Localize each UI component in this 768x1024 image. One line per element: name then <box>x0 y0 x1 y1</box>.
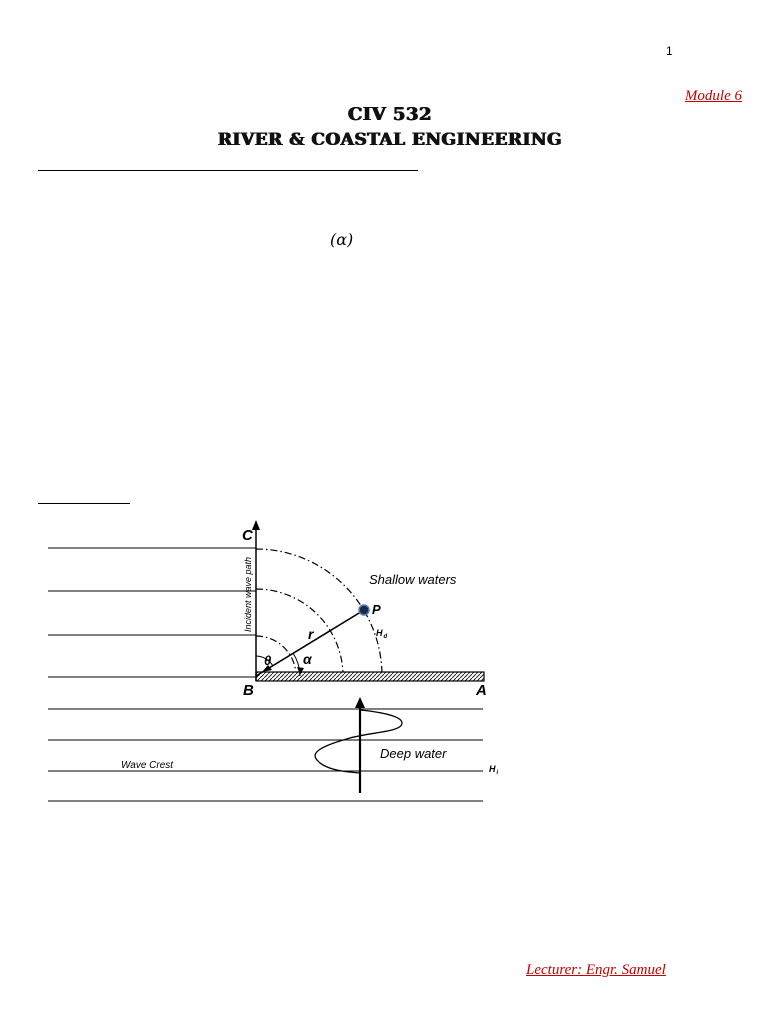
label-p: P <box>372 602 381 617</box>
course-title: RIVER & COASTAL ENGINEERING <box>217 130 563 150</box>
figure-heading-rule <box>38 503 130 504</box>
wave-diffraction-diagram <box>0 510 560 810</box>
label-hi: $H_i$ <box>489 764 499 776</box>
label-theta: θ <box>264 653 272 668</box>
module-label: Module 6 <box>684 88 742 104</box>
course-code: CIV 532 <box>347 104 433 125</box>
header-rule <box>38 170 418 171</box>
arrow-up-icon <box>252 520 260 530</box>
page-number: 1 <box>666 44 673 58</box>
label-alpha: α <box>303 651 312 667</box>
alpha-symbol: (α) <box>330 230 354 249</box>
label-hd: $H_d$ <box>376 628 388 640</box>
label-c: C <box>242 527 253 544</box>
point-p-icon <box>359 605 369 615</box>
label-shallow-waters: Shallow waters <box>369 572 457 587</box>
label-r: r <box>308 626 314 642</box>
label-wave-crest: Wave Crest <box>121 760 174 771</box>
label-b: B <box>243 682 254 699</box>
label-deep-water: Deep water <box>380 746 447 761</box>
label-incident-wave-path: Incident wave path <box>243 556 253 632</box>
arrow-up-icon <box>355 697 365 708</box>
label-a: A <box>476 682 487 699</box>
breakwater <box>256 672 484 681</box>
lecturer-label: Lecturer: Engr. Samuel <box>526 962 666 978</box>
wave-profile <box>315 710 402 773</box>
